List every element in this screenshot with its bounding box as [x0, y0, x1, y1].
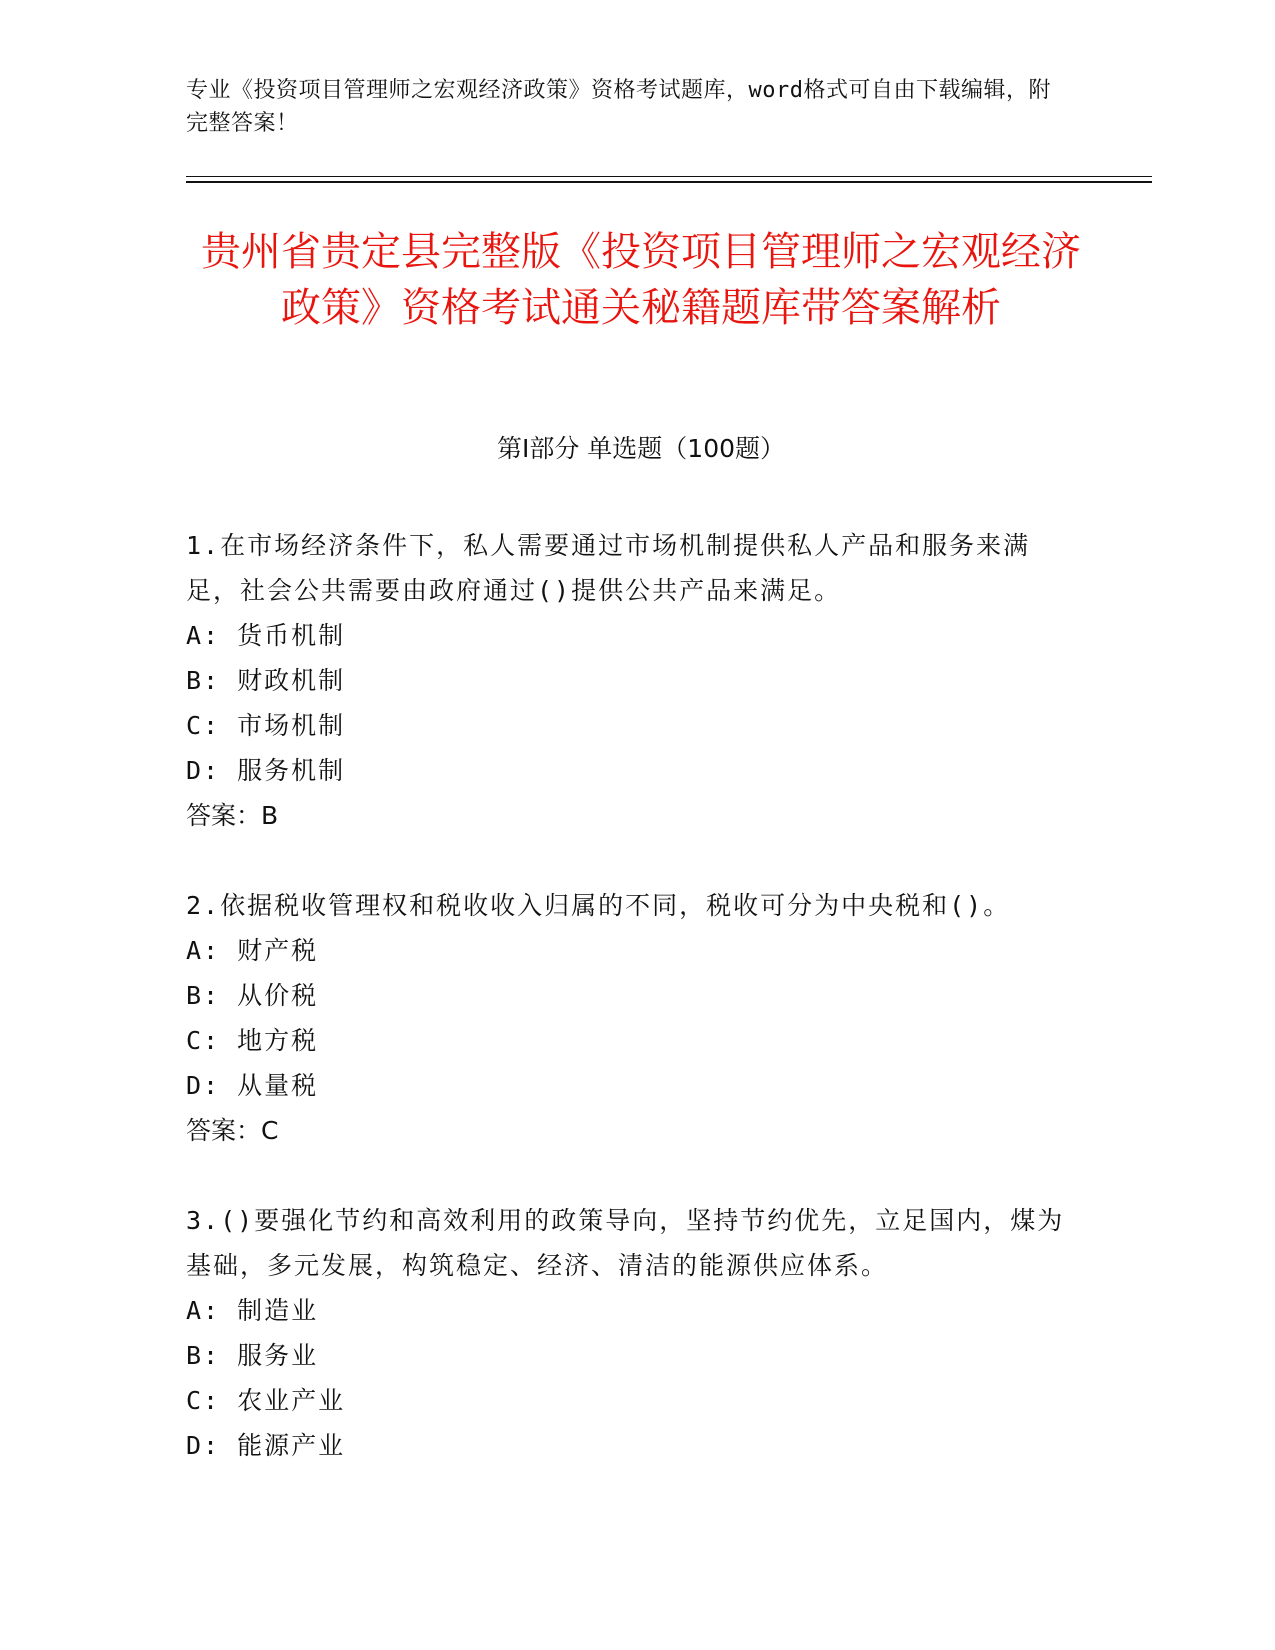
- option-d: D: 能源产业: [186, 1431, 346, 1460]
- option-b: B: 服务业: [186, 1341, 319, 1370]
- section-heading: 第Ⅰ部分 单选题（100题）: [496, 434, 786, 463]
- option-a: A: 货币机制: [186, 621, 346, 650]
- header-note: 专业《投资项目管理师之宏观经济政策》资格考试题库，word格式可自由下载编辑，附完整答案！: [186, 78, 1051, 136]
- header-divider-thick: [186, 181, 1152, 183]
- option-c: C: 农业产业: [186, 1386, 346, 1415]
- option-b: B: 从价税: [186, 981, 319, 1010]
- header-divider-thin: [186, 176, 1152, 177]
- option-a: A: 制造业: [186, 1296, 319, 1325]
- question-2: [186, 883, 1066, 1153]
- question-1: [186, 523, 1066, 838]
- question-3: [186, 1198, 1066, 1468]
- option-b: B: 财政机制: [186, 666, 346, 695]
- question-stem: 1.在市场经济条件下，私人需要通过市场机制提供私人产品和服务来满足，社会公共需要由政府通过()提供公共产品来满足。: [186, 531, 1031, 605]
- option-c: C: 市场机制: [186, 711, 346, 740]
- question-stem: 3.()要强化节约和高效利用的政策导向，坚持节约优先，立足国内，煤为基础，多元发展，构筑稳定、经济、清洁的能源供应体系。: [186, 1206, 1065, 1280]
- option-c: C: 地方税: [186, 1026, 319, 1055]
- answer-line: 答案：C: [186, 1116, 279, 1145]
- option-a: A: 财产税: [186, 936, 319, 965]
- document-title: 贵州省贵定县完整版《投资项目管理师之宏观经济政策》资格考试通关秘籍题库带答案解析: [201, 229, 1081, 331]
- question-stem: 2.依据税收管理权和税收收入归属的不同，税收可分为中央税和()。: [186, 891, 1011, 920]
- option-d: D: 服务机制: [186, 756, 346, 785]
- question-list: [186, 523, 1066, 1468]
- option-d: D: 从量税: [186, 1071, 319, 1100]
- answer-line: 答案：B: [186, 801, 279, 830]
